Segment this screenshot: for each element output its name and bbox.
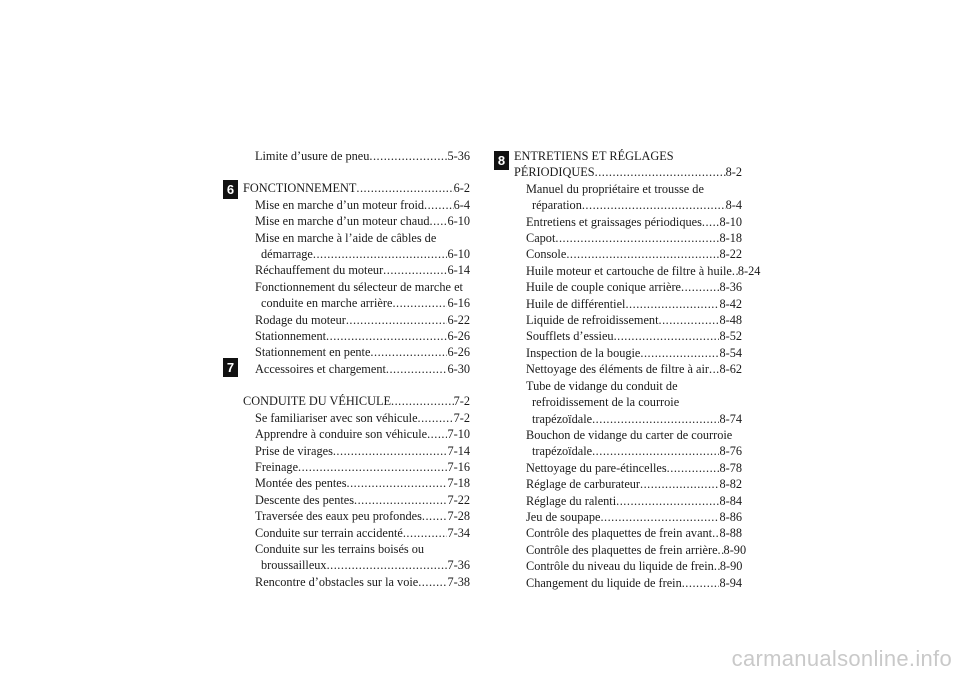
toc-entry[interactable]: Rencontre d’obstacles sur la voie ..... 7-38 bbox=[243, 574, 470, 590]
toc-entry[interactable]: Huile de couple conique arrière ..... 8-36 bbox=[514, 279, 742, 295]
toc-entry[interactable]: Liquide de refroidissement ..... 8-48 bbox=[514, 312, 742, 328]
toc-entry[interactable]: démarrage ..... 6-10 bbox=[243, 246, 470, 262]
toc-entry[interactable]: Conduite sur terrain accidenté ..... 7-34 bbox=[243, 525, 470, 541]
section-marker-8: 8 bbox=[494, 151, 509, 170]
toc-entry[interactable]: Nettoyage des éléments de filtre à air ..... 8-62 bbox=[514, 361, 742, 377]
toc-entry[interactable]: Huile moteur et cartouche de filtre à huile ..... 8-24 bbox=[514, 263, 742, 279]
toc-entry-line1: Conduite sur les terrains boisés ou bbox=[255, 541, 425, 556]
toc-entry[interactable]: Mise en marche d’un moteur froid ..... 6-4 bbox=[243, 197, 470, 213]
toc-entry[interactable]: Contrôle des plaquettes de frein avant ..... 8-88 bbox=[514, 525, 742, 541]
toc-entry-line1: Fonctionnement du sélecteur de marche et bbox=[255, 279, 463, 294]
toc-entry[interactable]: Descente des pentes ..... 7-22 bbox=[243, 492, 470, 508]
toc-entry[interactable]: Stationnement en pente ..... 6-26 bbox=[243, 344, 470, 360]
toc-entry[interactable]: Console ..... 8-22 bbox=[514, 246, 742, 262]
toc-entry[interactable]: Contrôle des plaquettes de frein arrière ..... 8-90 bbox=[514, 542, 742, 558]
toc-entry[interactable]: Apprendre à conduire son véhicule ..... 7-10 bbox=[243, 426, 470, 442]
toc-entry[interactable]: Limite d’usure de pneu ..... 5-36 bbox=[243, 148, 470, 164]
toc-heading[interactable]: CONDUITE DU VÉHICULE ..... 7-2 bbox=[243, 393, 470, 409]
toc-entry[interactable]: Stationnement ..... 6-26 bbox=[243, 328, 470, 344]
toc-left-column bbox=[243, 148, 470, 590]
toc-entry[interactable]: Changement du liquide de frein ..... 8-94 bbox=[514, 575, 742, 591]
toc-section-6 bbox=[243, 180, 470, 377]
toc-entry[interactable]: Réglage du ralenti ..... 8-84 bbox=[514, 493, 742, 509]
section-marker-7: 7 bbox=[223, 358, 238, 377]
toc-entry-line1: Mise en marche à l’aide de câbles de bbox=[255, 230, 437, 245]
toc-entry[interactable]: trapézoïdale ..... 8-74 bbox=[514, 411, 742, 427]
watermark-text: carmanualsonline.info bbox=[731, 646, 952, 671]
toc-entry[interactable]: broussailleux ..... 7-36 bbox=[243, 557, 470, 573]
toc-entry[interactable]: Rodage du moteur ..... 6-22 bbox=[243, 312, 470, 328]
toc-heading[interactable]: FONCTIONNEMENT ..... 6-2 bbox=[243, 180, 470, 196]
toc-heading-line1: ENTRETIENS ET RÉGLAGES bbox=[514, 149, 674, 163]
toc-entry[interactable]: trapézoïdale ..... 8-76 bbox=[514, 443, 742, 459]
toc-entry[interactable]: Réglage de carburateur ..... 8-82 bbox=[514, 476, 742, 492]
toc-heading[interactable]: PÉRIODIQUES ..... 8-2 bbox=[514, 164, 742, 180]
toc-entry-line1: Manuel du propriétaire et trousse de bbox=[526, 181, 704, 196]
toc-entry[interactable]: Soufflets d’essieu ..... 8-52 bbox=[514, 328, 742, 344]
toc-entry-line1: Bouchon de vidange du carter de courroie bbox=[526, 427, 733, 442]
toc-entry[interactable]: Jeu de soupape ..... 8-86 bbox=[514, 509, 742, 525]
section-marker-6: 6 bbox=[223, 180, 238, 199]
toc-entry[interactable]: Nettoyage du pare-étincelles ..... 8-78 bbox=[514, 460, 742, 476]
toc-entry[interactable]: Prise de virages ..... 7-14 bbox=[243, 443, 470, 459]
toc-entry-line1: Tube de vidange du conduit de bbox=[526, 378, 678, 393]
toc-entry[interactable]: Montée des pentes ..... 7-18 bbox=[243, 475, 470, 491]
toc-entry[interactable]: Traversée des eaux peu profondes ..... 7-28 bbox=[243, 508, 470, 524]
toc-entry[interactable]: Contrôle du niveau du liquide de frein ..... 8-90 bbox=[514, 558, 742, 574]
toc-entry[interactable]: Accessoires et chargement ..... 6-30 bbox=[243, 361, 470, 377]
toc-entry-line2: refroidissement de la courroie bbox=[532, 395, 680, 410]
toc-entry[interactable]: Freinage ..... 7-16 bbox=[243, 459, 470, 475]
toc-section-7 bbox=[243, 393, 470, 590]
toc-entry[interactable]: Mise en marche d’un moteur chaud ..... 6-10 bbox=[243, 213, 470, 229]
toc-entry[interactable]: Entretiens et graissages périodiques ..... 8-10 bbox=[514, 214, 742, 230]
toc-entry[interactable]: réparation ..... 8-4 bbox=[514, 197, 742, 213]
toc-right-column bbox=[514, 148, 761, 591]
toc-entry[interactable]: Se familiariser avec son véhicule ..... 7-2 bbox=[243, 410, 470, 426]
toc-entry[interactable]: Inspection de la bougie ..... 8-54 bbox=[514, 345, 742, 361]
toc-entry[interactable]: Capot ..... 8-18 bbox=[514, 230, 742, 246]
toc-entry[interactable]: Huile de différentiel ..... 8-42 bbox=[514, 296, 742, 312]
toc-entry[interactable]: conduite en marche arrière ..... 6-16 bbox=[243, 295, 470, 311]
toc-entry[interactable]: Réchauffement du moteur ..... 6-14 bbox=[243, 262, 470, 278]
toc-section-8 bbox=[514, 148, 761, 591]
